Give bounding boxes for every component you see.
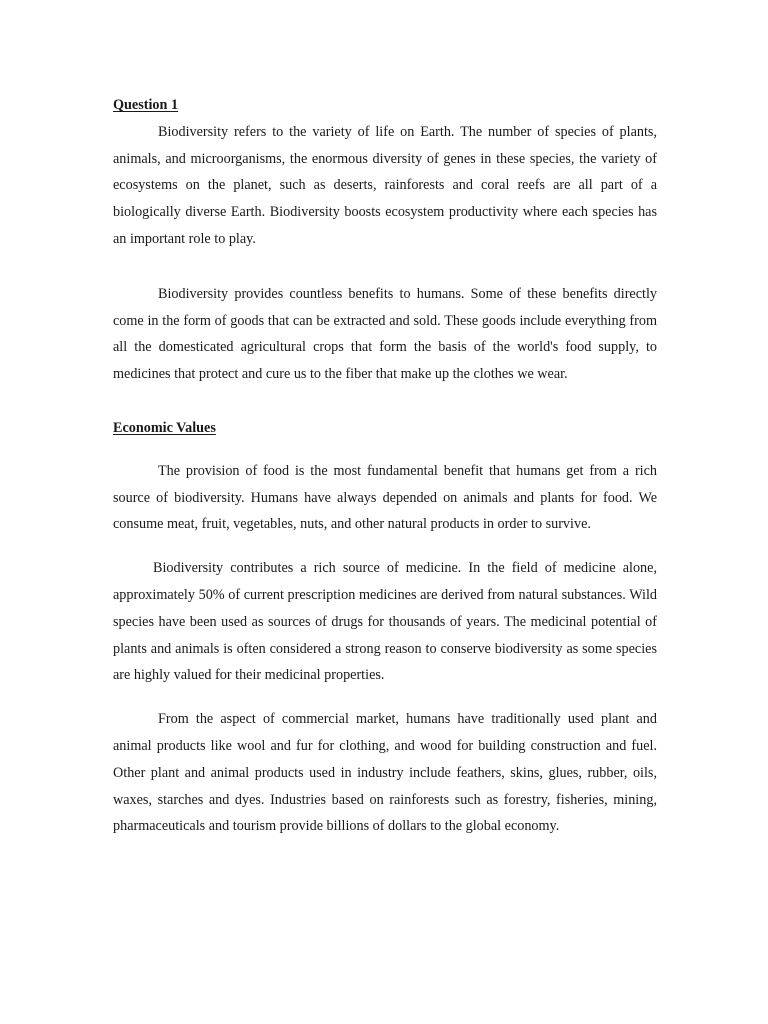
- intro-paragraph-1: Biodiversity refers to the variety of life on Earth. The number of species of plants, animals, and microorganisms, the enormous diversity of genes in these species, the variety of ecosystems on the planet, such as deserts, rainforests and coral reefs are all part of a biologically diverse Earth. Biodiversity boosts ecosystem productivity where each species has an important role to play.: [113, 123, 657, 247]
- economic-paragraph-commercial: From the aspect of commercial market, humans have traditionally used plant and animal products like wool and fur for clothing, and wood for building construction and fuel. Other plant and animal products used in industry include feathers, skins, glues, rubber, oils, waxes, starches and dyes. Industries based on rainforests such as forestry, fisheries, mining, pharmaceuticals and tourism provide billions of dollars to the global economy.: [113, 711, 657, 835]
- economic-paragraph-medicine: Biodiversity contributes a rich source of medicine. In the field of medicine alone, approximately 50% of current prescription medicines are derived from natural substances. Wild species have been used as sources of drugs for thousands of years. The medicinal potential of plants and animals is often considered a strong reason to conserve biodiversity as some species are highly valued for their medicinal properties.: [113, 560, 657, 684]
- economic-values-heading: Economic Values: [113, 419, 216, 436]
- question-heading: Question 1: [113, 97, 179, 113]
- intro-paragraph-2: Biodiversity provides countless benefits to humans. Some of these benefits directly come in the form of goods that can be extracted and sold. These goods include everything from all the domesticated agricultural crops that form the basis of the world's food supply, to medicines that protect and cure us to the fiber that make up the clothes we wear.: [113, 285, 657, 383]
- economic-paragraph-food: The provision of food is the most fundamental benefit that humans get from a rich source of biodiversity. Humans have always depended on animals and plants for food. We consume meat, fruit, vegetables, nuts, and other natural products in order to survive.: [113, 462, 657, 533]
